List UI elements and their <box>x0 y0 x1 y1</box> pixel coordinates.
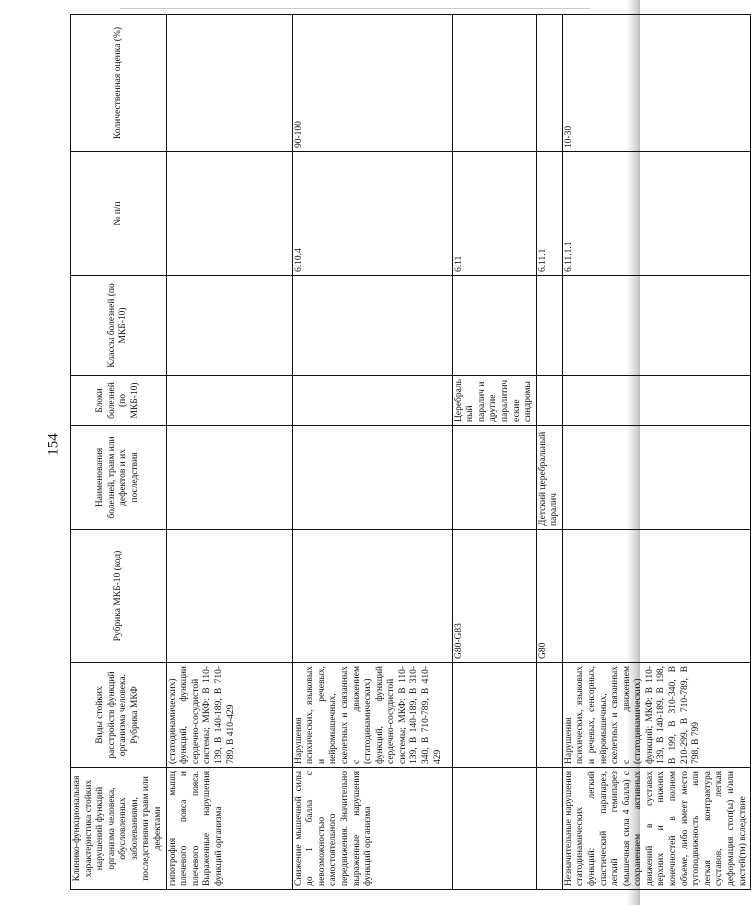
types-cell <box>452 663 536 768</box>
num-cell: 6.11 <box>452 152 536 276</box>
blocks-cell: Церебральный паралич и другие паралитические синдромы <box>452 376 536 426</box>
types-cell: (статодинамических) функций, функции сердечно-сосудистой системы; МКФ: В 110-139, В 140-189, В 710-789, В 410-429 <box>166 663 292 768</box>
score-cell <box>536 15 562 152</box>
num-cell <box>166 152 292 276</box>
header-cell-score: Количественная оценка (%) <box>71 15 167 152</box>
names-cell <box>562 426 750 530</box>
score-cell <box>166 15 292 152</box>
score-cell: 90-100 <box>292 15 452 152</box>
code-cell <box>292 530 452 663</box>
table-row <box>292 15 452 890</box>
classes-cell <box>292 276 452 376</box>
num-cell: 6.11.1 <box>536 152 562 276</box>
types-cell: Нарушения психических, языковых и речевых, сенсорных, нейромышечных, скелетных и связанных с движением (статодинамических) функций; МКФ: В 110-139, В 140-189, В 198, В 199, В 310-340, В 210-299, В 710-789, В 798, В 799 <box>562 663 750 768</box>
rotated-table-container <box>70 15 748 890</box>
header-cell-classes: Классы болезней (по МКБ-10) <box>71 276 167 376</box>
names-cell <box>452 426 536 530</box>
blocks-cell <box>536 376 562 426</box>
clinical-cell: гипотрофия мышц плечевого пояса и плечевого пояса. Выраженные нарушения функций организма <box>166 768 292 890</box>
page-number: 154 <box>45 433 62 456</box>
score-cell <box>452 15 536 152</box>
classes-cell <box>562 276 750 376</box>
clinical-cell: Незначительные нарушения статодинамических функций: легкий спастический парапарез, легкий гемипарез (мышечная сила 4 балла) с сохранением активных движений в суставах верхних и нижних конечностей в полном объеме, либо имеет место тугоподвижность или легкая контрактура суставов, легкая деформация стоп(ы) и/или кистей(ти) вследствие <box>562 768 750 890</box>
table-row <box>562 15 750 890</box>
clinical-cell <box>452 768 536 890</box>
blocks-cell <box>166 376 292 426</box>
types-cell: Нарушения психических, языковых и речевых, нейромышечных, скелетных и связанных с движением (статодинамических) функций, функций сердечно-сосудистой системы; МКФ: В 110-139, В 140-189, В 310-340, В 710-789, В 410-429 <box>292 663 452 768</box>
header-cell-blocks: Блоки болезней (по МКБ-10) <box>71 376 167 426</box>
header-cell-num: № п/п <box>71 152 167 276</box>
names-cell: Детский церебральный паралич <box>536 426 562 530</box>
score-cell: 10-30 <box>562 15 750 152</box>
code-cell: G80-G83 <box>452 530 536 663</box>
classes-cell <box>536 276 562 376</box>
header-cell-clinical: Клинико-функциональная характеристика стойких нарушений функций организма человека, обусловленных заболеваниями, последствиями травм или дефектами <box>71 768 167 890</box>
table-header-row <box>71 15 167 890</box>
num-cell: 6.10.4 <box>292 152 452 276</box>
classes-cell <box>452 276 536 376</box>
types-cell <box>536 663 562 768</box>
code-cell <box>562 530 750 663</box>
num-cell: 6.11.1.1 <box>562 152 750 276</box>
code-cell: G80 <box>536 530 562 663</box>
header-cell-types: Виды стойких расстройств функций организма человека. Рубрика МКФ <box>71 663 167 768</box>
code-cell <box>166 530 292 663</box>
blocks-cell <box>562 376 750 426</box>
classes-cell <box>166 276 292 376</box>
clinical-cell <box>536 768 562 890</box>
table-row <box>536 15 562 890</box>
table-row <box>166 15 292 890</box>
clinical-cell: Снижение мышечной силы до 1 балла с невозможностью самостоятельного передвижения. Значительно выраженные нарушения функций организма <box>292 768 452 890</box>
header-cell-code: Рубрика МКБ-10 (код) <box>71 530 167 663</box>
scan-edge-line <box>120 8 590 9</box>
disease-classification-table <box>70 14 751 890</box>
names-cell <box>292 426 452 530</box>
blocks-cell <box>292 376 452 426</box>
names-cell <box>166 426 292 530</box>
header-cell-names: Наименования болезней, травм или дефектов и их последствия <box>71 426 167 530</box>
table-row <box>452 15 536 890</box>
